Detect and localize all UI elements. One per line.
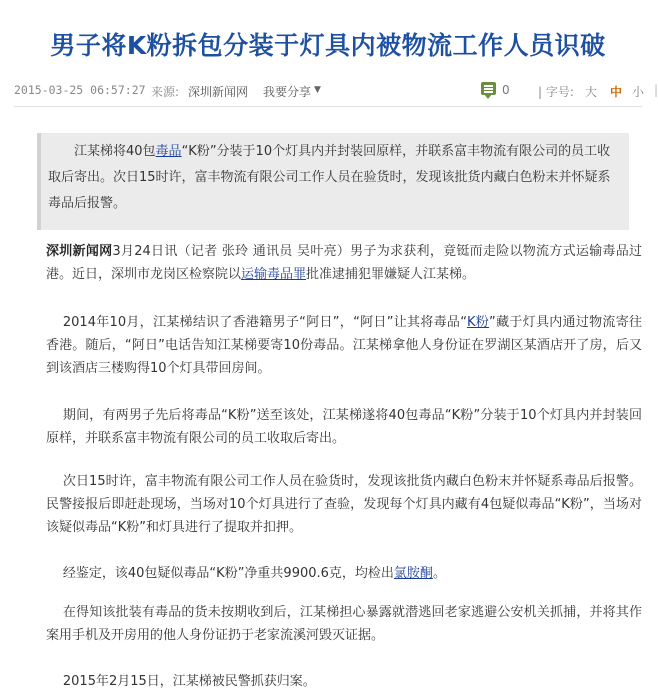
summary-text-a: 江某梯将40包	[74, 144, 156, 159]
paragraph-2	[46, 311, 642, 380]
keyword-link-drugs[interactable]: 毒品	[155, 144, 182, 159]
source-label: 来源:	[151, 85, 180, 99]
share-button[interactable]: 我要分享	[263, 85, 312, 99]
paragraph-2-text-a: 2014年10月，江某梯结识了香港籍男子“阿日”，“阿日”让其将毒品“	[62, 315, 467, 330]
paragraph-5-text-a: 经鉴定，该40包疑似毒品“K粉”净重共9900.6克，均检出	[62, 566, 394, 581]
keyword-link-drug-trafficking[interactable]: 运输毒品罪	[241, 267, 307, 282]
font-size-small-button[interactable]: 小	[632, 85, 645, 99]
keyword-link-ketamine[interactable]: 氯胺酮	[393, 566, 433, 581]
chevron-down-icon[interactable]: ▼	[314, 85, 321, 95]
paragraph-7: 2015年2月15日，江某梯被民警抓获归案。	[62, 674, 316, 689]
paragraph-4: 次日15时许，富丰物流有限公司工作人员在验货时，发现该批货内藏白色粉末并怀疑系毒品后报警。民警接报后即赶赴现场，当场对10个灯具进行了查验，发现每个灯具内藏有4包疑似毒品“K粉”，当场对该疑似毒品“K粉”和灯具进行了提取并扣押。	[46, 474, 642, 535]
meta-divider-line	[14, 106, 642, 107]
font-size-large-button[interactable]: 大	[585, 85, 598, 99]
article-title: 男子将K粉拆包分装于灯具内被物流工作人员识破	[50, 31, 606, 60]
source-link[interactable]: 深圳新闻网	[188, 85, 249, 99]
meta-divider: |	[654, 83, 658, 97]
paragraph-1-text-a: 3月24日讯（记者 张玲 通讯员 吴叶亮）男子为求获利，竟铤而走险以物流方式运输毒品过港。近日，深圳市龙岗区检察院以	[46, 244, 642, 282]
comment-count[interactable]: 0	[502, 83, 510, 97]
font-size-medium-button[interactable]: 中	[610, 85, 623, 99]
paragraph-2-text-b: ”藏于灯具内通过物流寄往香港。随后，“阿日”电话告知江某梯要寄10份毒品。江某梯拿他人身份证在罗湖区某酒店开了房，后又到该酒店三楼购得10个灯具带回房间。	[46, 315, 642, 376]
paragraph-1-text-b: 批准逮捕犯罪嫌疑人江某梯。	[306, 267, 476, 282]
keyword-link-k-powder[interactable]: K粉	[466, 315, 490, 330]
paragraph-6: 在得知该批装有毒品的货未按期收到后，江某梯担心暴露就潜逃回老家逃避公安机关抓捕，并将其作案用手机及开房用的他人身份证扔于老家流溪河毁灭证据。	[46, 605, 642, 643]
article-meta	[14, 80, 658, 102]
source-name-bold: 深圳新闻网	[46, 244, 113, 259]
paragraph-5	[46, 562, 642, 585]
paragraph-3: 期间，有两男子先后将毒品“K粉”送至该处，江某梯遂将40包毒品“K粉”分装于10个灯具内并封装回原样，并联系富丰物流有限公司的员工收取后寄出。	[46, 408, 642, 446]
paragraph-5-text-b: 。	[432, 566, 446, 581]
summary-text-b: “K粉”分装于10个灯具内并封装回原样，并联系富丰物流有限公司的员工收取后寄出。次日15时许，富丰物流有限公司工作人员在验货时，发现该批货内藏白色粉末并怀疑系毒品后报警。	[48, 144, 611, 211]
paragraph-1	[46, 240, 642, 286]
font-size-label: | 字号:	[538, 85, 574, 99]
publish-datetime: 2015-03-25 06:57:27	[14, 83, 146, 97]
article-summary	[37, 133, 629, 230]
comment-icon[interactable]	[481, 82, 496, 95]
summary-text	[48, 139, 613, 217]
